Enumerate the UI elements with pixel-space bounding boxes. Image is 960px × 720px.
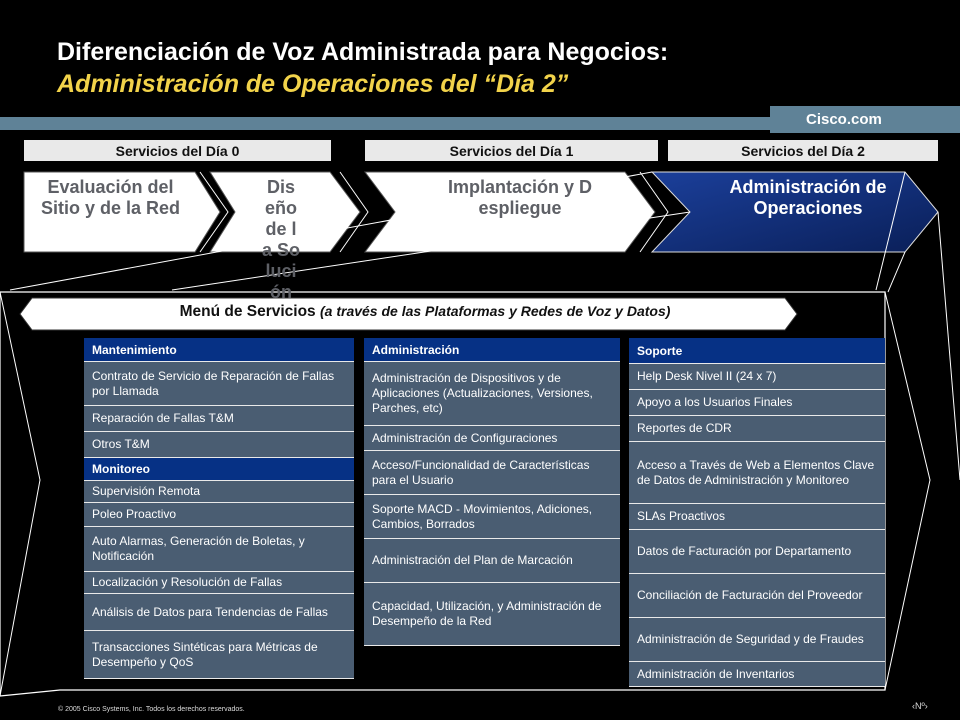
list-item: Administración de Dispositivos y de Aplicaciones (Actualizaciones, Versiones, Parches, etc) — [364, 362, 620, 426]
list-item: Localización y Resolución de Fallas — [84, 572, 354, 594]
menu-title-main: Menú de Servicios — [179, 303, 316, 320]
menu-title-sub: (a través de las Plataformas y Redes de Voz y Datos) — [320, 303, 671, 319]
day0-header: Servicios del Día 0 — [24, 140, 331, 161]
day1-header: Servicios del Día 1 — [365, 140, 658, 161]
phase-administracion-label: Administración de Operaciones — [729, 177, 887, 218]
list-item: Acceso a Través de Web a Elementos Clave de Datos de Administración y Monitoreo — [629, 442, 885, 504]
column-administracion — [364, 338, 620, 646]
list-item: Help Desk Nivel II (24 x 7) — [629, 364, 885, 390]
list-item: Reparación de Fallas T&M — [84, 406, 354, 432]
list-item: Conciliación de Facturación del Proveedor — [629, 574, 885, 618]
monitoreo-header: Monitoreo — [84, 458, 354, 481]
list-item: Administración de Seguridad y de Fraudes — [629, 618, 885, 662]
list-item: Auto Alarmas, Generación de Boletas, y Notificación — [84, 527, 354, 572]
list-item: Transacciones Sintéticas para Métricas de Desempeño y QoS — [84, 631, 354, 679]
list-item: Otros T&M — [84, 432, 354, 458]
administracion-header: Administración — [364, 338, 620, 362]
slide-title: Diferenciación de Voz Administrada para Negocios: — [57, 38, 669, 66]
list-item: SLAs Proactivos — [629, 504, 885, 530]
list-item: Reportes de CDR — [629, 416, 885, 442]
list-item: Datos de Facturación por Departamento — [629, 530, 885, 574]
phase-implantacion-label: Implantación y Despliegue — [447, 177, 593, 218]
phase-diseno-label: Diseño de la Solución — [262, 177, 301, 302]
list-item: Administración del Plan de Marcación — [364, 539, 620, 583]
soporte-header: Soporte — [629, 338, 885, 364]
cisco-logo-text: Cisco.com — [806, 111, 882, 128]
list-item: Apoyo a los Usuarios Finales — [629, 390, 885, 416]
list-item: Contrato de Servicio de Reparación de Fallas por Llamada — [84, 362, 354, 406]
column-soporte — [629, 338, 885, 687]
list-item: Soporte MACD - Movimientos, Adiciones, Cambios, Borrados — [364, 495, 620, 539]
list-item: Supervisión Remota — [84, 481, 354, 503]
slide-subtitle: Administración de Operaciones del “Día 2” — [57, 70, 569, 98]
list-item: Capacidad, Utilización, y Administración de Desempeño de la Red — [364, 583, 620, 646]
mantenimiento-header: Mantenimiento — [84, 338, 354, 362]
copyright-footer: © 2005 Cisco Systems, Inc. Todos los derechos reservados. — [58, 706, 245, 713]
list-item: Administración de Inventarios — [629, 662, 885, 687]
menu-title — [60, 303, 790, 321]
phase-evaluacion-label: Evaluación del Sitio y de la Red — [40, 177, 181, 218]
day2-header: Servicios del Día 2 — [668, 140, 938, 161]
list-item: Poleo Proactivo — [84, 503, 354, 527]
page-number: ‹Nº› — [912, 701, 928, 711]
list-item: Acceso/Funcionalidad de Características para el Usuario — [364, 451, 620, 495]
list-item: Administración de Configuraciones — [364, 426, 620, 451]
list-item: Análisis de Datos para Tendencias de Fallas — [84, 594, 354, 631]
column-mantenimiento — [84, 338, 354, 679]
